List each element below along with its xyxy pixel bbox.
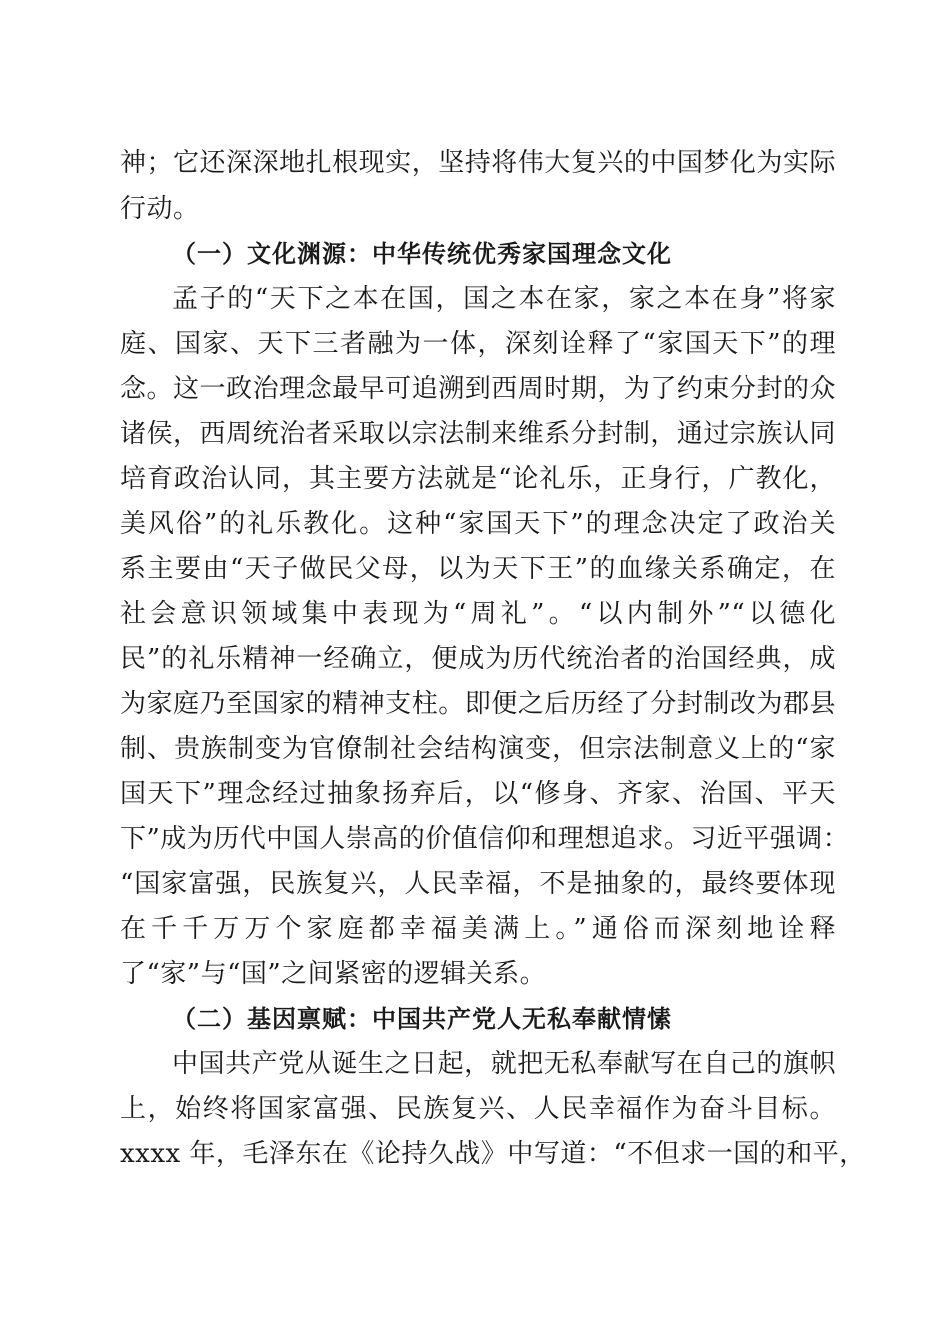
paragraph-line: 庭、国家、天下三者融为一体，深刻诠释了“家国天下”的理 <box>120 329 836 359</box>
paragraph-line: 中国共产党从诞生之日起，就把无私奉献写在自己的旗帜 <box>172 1049 836 1079</box>
section-heading-2: （二）基因禀赋：中国共产党人无私奉献情愫 <box>172 1004 672 1033</box>
section-heading-1: （一）文化渊源：中华传统优秀家国理念文化 <box>172 239 672 268</box>
paragraph-line: 孟子的“天下之本在国，国之本在家，家之本在身”将家 <box>172 284 836 314</box>
paragraph-line: 了“家”与“国”之间紧密的逻辑关系。 <box>120 959 547 989</box>
paragraph-line: 在千千万万个家庭都幸福美满上。”通俗而深刻地诠释 <box>120 914 836 944</box>
paragraph-line: 为家庭乃至国家的精神支柱。即便之后历经了分封制改为郡县 <box>120 689 836 719</box>
paragraph-line: 社会意识领域集中表现为“周礼”。“以内制外”“以德化 <box>120 599 836 629</box>
paragraph-line: 下”成为历代中国人崇高的价值信仰和理想追求。习近平强调： <box>120 824 850 854</box>
paragraph-line: 系主要由“天子做民父母，以为天下王”的血缘关系确定，在 <box>120 554 836 584</box>
paragraph-line: xxxx 年，毛泽东在《论持久战》中写道：“不但求一国的和平， <box>120 1139 866 1169</box>
paragraph-line: 诸侯，西周统治者采取以宗法制来维系分封制，通过宗族认同 <box>120 419 836 449</box>
paragraph-line: 神；它还深深地扎根现实，坚持将伟大复兴的中国梦化为实际 <box>120 148 836 178</box>
paragraph-line: “国家富强，民族复兴，人民幸福，不是抽象的，最终要体现 <box>120 869 836 899</box>
paragraph-line: 国天下”理念经过抽象扬弃后，以“修身、齐家、治国、平天 <box>120 779 836 809</box>
paragraph-line: 美风俗”的礼乐教化。这种“家国天下”的理念决定了政治关 <box>120 509 836 539</box>
paragraph-line: 制、贵族制变为官僚制社会结构演变，但宗法制意义上的“家 <box>120 734 836 764</box>
paragraph-line: 民”的礼乐精神一经确立，便成为历代统治者的治国经典，成 <box>120 644 836 674</box>
paragraph-line: 上，始终将国家富强、民族复兴、人民幸福作为奋斗目标。 <box>120 1094 836 1124</box>
paragraph-line: 培育政治认同，其主要方法就是“论礼乐，正身行，广教化， <box>120 464 836 494</box>
paragraph-line: 念。这一政治理念最早可追溯到西周时期，为了约束分封的众 <box>120 374 836 404</box>
paragraph-line: 行动。 <box>120 194 200 224</box>
